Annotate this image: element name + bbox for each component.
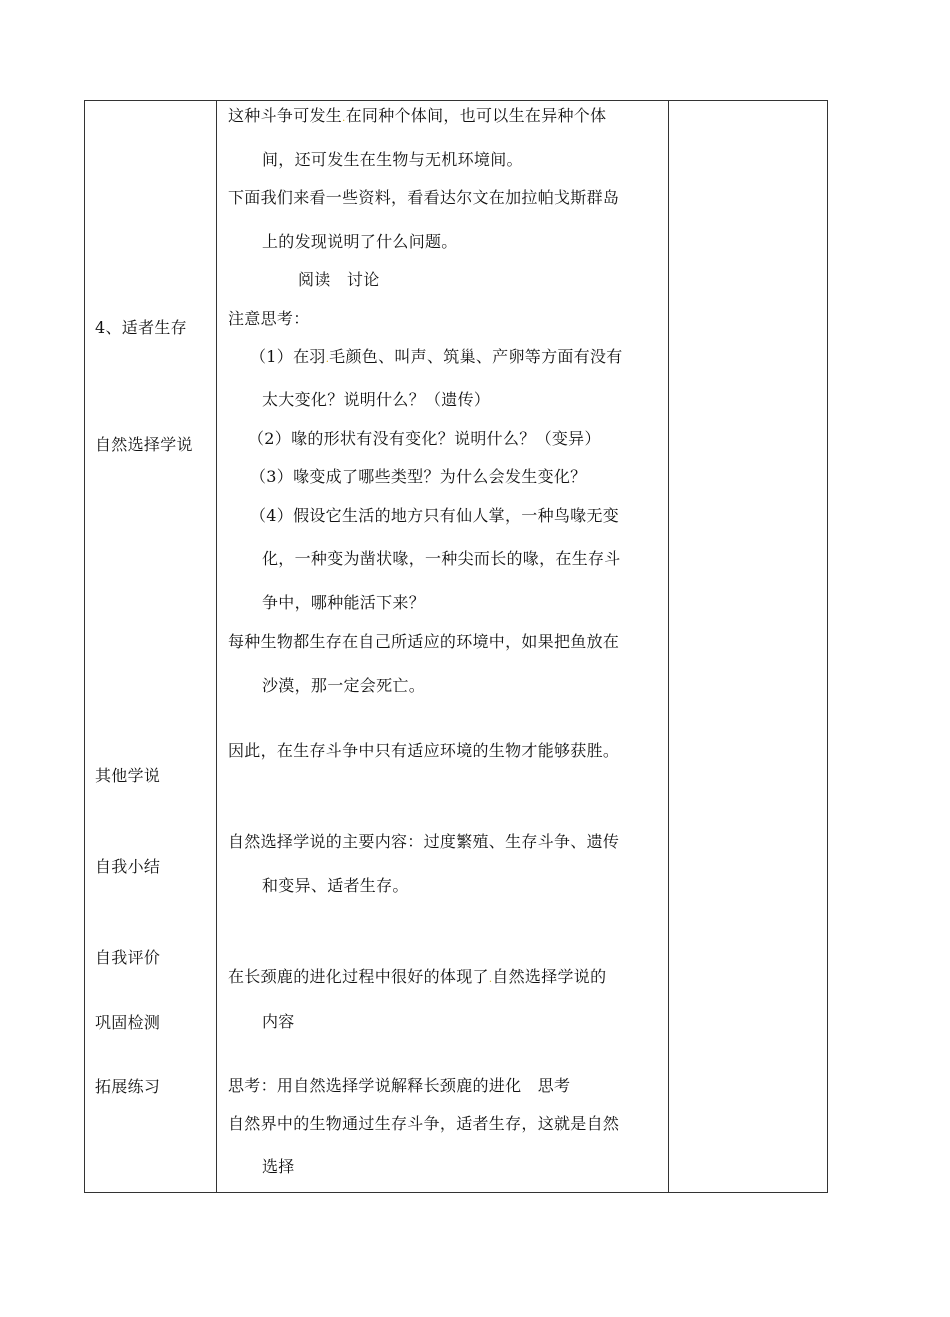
paragraph-conclusion: 因此，在生存斗争中只有适应环境的生物才能够获胜。: [228, 741, 620, 760]
column-divider-1: [216, 101, 217, 1192]
section-survival-of-fittest: 4、适者生存: [95, 318, 187, 337]
question-1-line2: 太大变化？说明什么？（遗传）: [262, 390, 491, 409]
section-consolidation-test: 巩固检测: [95, 1013, 161, 1032]
note-think-label: 注意思考：: [228, 309, 310, 328]
paragraph-natural-selection-line2: 选择: [262, 1157, 295, 1176]
edit-mark-icon: .: [488, 974, 493, 985]
paragraph-think: 思考：用自然选择学说解释长颈鹿的进化 思考: [228, 1076, 571, 1095]
section-self-summary: 自我小结: [95, 857, 161, 876]
question-3: （3）喙变成了哪些类型？为什么会发生变化？: [250, 467, 587, 486]
section-extension-practice: 拓展练习: [95, 1077, 161, 1096]
paragraph-summary-line1: 自然选择学说的主要内容：过度繁殖、生存斗争、遗传: [228, 832, 620, 851]
question-4-line2: 化，一种变为凿状喙，一种尖而长的喙，在生存斗: [262, 549, 621, 568]
paragraph-intro-line2: 上的发现说明了什么问题。: [262, 232, 458, 251]
question-4-line3: 争中，哪种能活下来？: [262, 593, 426, 612]
question-2: （2）喙的形状有没有变化？说明什么？（变异）: [248, 429, 601, 448]
edit-mark-icon: .: [325, 354, 330, 365]
paragraph-fish-line1: 每种生物都生存在自己所适应的环境中，如果把鱼放在: [228, 632, 620, 651]
section-other-theories: 其他学说: [95, 766, 161, 785]
section-natural-selection-theory: 自然选择学说: [95, 435, 193, 454]
paragraph-struggle-line2: 间，还可发生在生物与无机环境间。: [262, 150, 523, 169]
paragraph-fish-line2: 沙漠，那一定会死亡。: [262, 676, 426, 695]
column-divider-2: [668, 101, 669, 1192]
section-self-evaluation: 自我评价: [95, 948, 161, 967]
paragraph-giraffe-line1: 在长颈鹿的进化过程中很好的体现了.自然选择学说的: [228, 967, 607, 986]
paragraph-struggle-line1: 这种斗争可发生.在同种个体间，也可以生在异种个体: [228, 106, 607, 125]
paragraph-natural-selection-line1: 自然界中的生物通过生存斗争，适者生存，这就是自然: [228, 1114, 620, 1133]
paragraph-giraffe-line2: 内容: [262, 1012, 295, 1031]
paragraph-intro-line1: 下面我们来看一些资料，看看达尔文在加拉帕戈斯群岛: [228, 188, 620, 207]
edit-mark-icon: .: [342, 113, 346, 124]
read-discuss-label: 阅读 讨论: [298, 270, 380, 289]
question-4-line1: （4）假设它生活的地方只有仙人掌，一种鸟喙无变: [250, 506, 620, 525]
question-1-line1: （1）在羽.毛颜色、叫声、筑巢、产卵等方面有没有: [250, 347, 623, 366]
paragraph-summary-line2: 和变异、适者生存。: [262, 876, 409, 895]
